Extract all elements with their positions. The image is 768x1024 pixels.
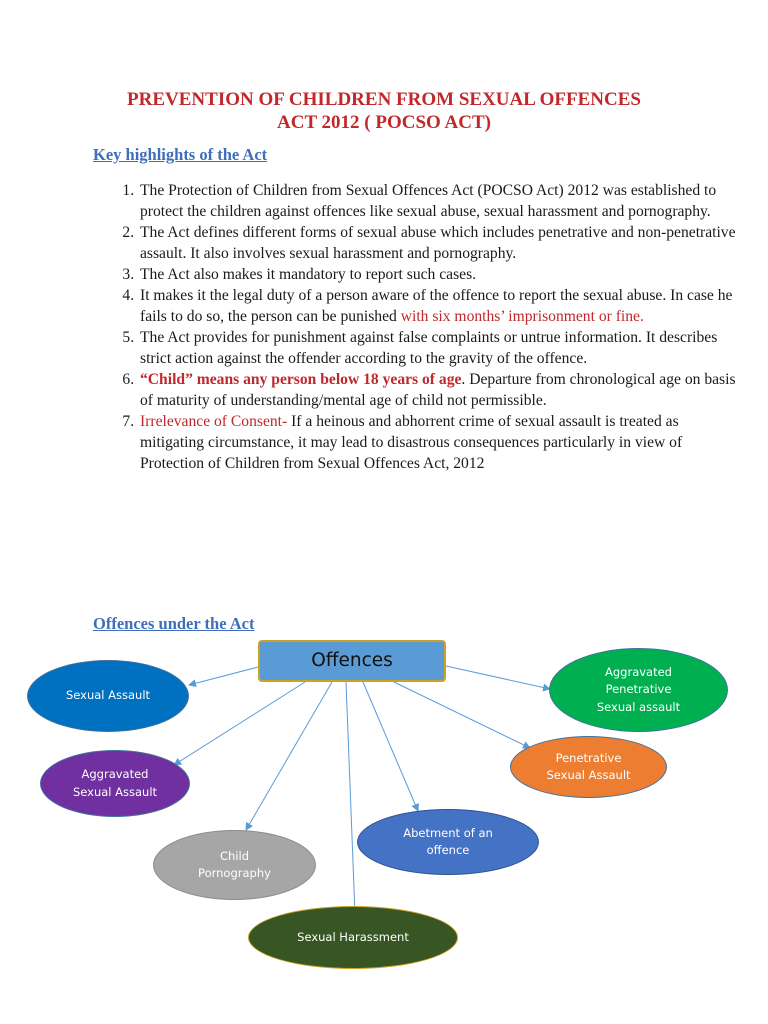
offences-center-label: Offences <box>311 650 393 672</box>
node-child-pornography <box>153 830 316 900</box>
node-label: Sexual Harassment <box>297 929 409 944</box>
highlight-text: If a heinous and abhorrent crime of sexual assault is treated as mitigating circumstance, it may lead to disastrous consequences particularly in view of Protection of Children from Sexual Offences Act, 2012 <box>140 413 683 472</box>
connector-aggravated-sexual-assault <box>174 682 305 765</box>
node-penetrative-sexual-assault <box>510 736 667 798</box>
highlight-text: The Act defines different forms of sexual abuse which includes penetrative and non-penetrative assault. It also involves sexual harassment and pornography. <box>140 224 736 262</box>
node-label-line-1: Abetment of an <box>403 825 493 840</box>
highlight-text: It makes it the legal duty of a person aware of the offence to report the sexual abuse. In case he fails to do so, the person can be punished <box>140 287 733 325</box>
highlight-emphasis: “Child” means any person below 18 years of age <box>140 371 462 388</box>
node-label-line-1: Aggravated <box>605 664 672 679</box>
node-label-line-2: offence <box>426 843 470 857</box>
node-aggravated-penetrative-sexual-assault <box>549 648 728 732</box>
offences-center-box <box>258 640 446 682</box>
node-label-line-2: Penetrative <box>605 682 672 697</box>
node-aggravated-sexual-assault <box>40 750 190 817</box>
node-sexual-harassment <box>248 906 458 969</box>
highlight-text: The Act provides for punishment against false complaints or untrue information. It describes strict action against the offender according to the gravity of the offence. <box>140 329 718 367</box>
title-line-2: ACT 2012 ( POCSO ACT) <box>277 112 491 133</box>
highlight-emphasis: with six months’ imprisonment or fine. <box>400 308 644 325</box>
highlight-emphasis: Irrelevance of Consent- <box>140 413 288 430</box>
highlight-text: . Departure from chronological age on basis of maturity of understanding/mental age of child not permissible. <box>140 371 736 409</box>
connector-abetment <box>363 682 418 811</box>
connector-child-pornography <box>246 682 332 830</box>
highlight-text: The Act also makes it mandatory to report such cases. <box>140 266 477 283</box>
node-label-line-2: Pornography <box>198 866 271 880</box>
node-label-line-1: Aggravated <box>81 767 149 781</box>
offences-heading: Offences under the Act <box>93 614 255 633</box>
title-line-1: PREVENTION OF CHILDREN FROM SEXUAL OFFENCES <box>127 89 641 110</box>
node-label-line-1: Penetrative <box>555 750 622 765</box>
node-label-line-1: Child <box>219 848 249 863</box>
node-label-line-2: Sexual Assault <box>546 768 631 782</box>
connector-sexual-assault <box>189 666 262 685</box>
connector-penetrative <box>394 682 530 748</box>
node-sexual-assault <box>27 660 189 732</box>
node-label-line-3: Sexual assault <box>596 699 681 714</box>
node-label-line-2: Sexual Assault <box>72 784 158 799</box>
node-abetment <box>357 809 539 875</box>
node-label: Sexual Assault <box>65 688 151 703</box>
connector-sexual-harassment <box>346 682 355 914</box>
connector-aggravated-penetrative <box>446 666 550 689</box>
highlight-text: The Protection of Children from Sexual Offences Act (POCSO Act) 2012 was established to protect the children against offences like sexual abuse, sexual harassment and pornography. <box>140 182 717 220</box>
key-highlights-heading: Key highlights of the Act <box>93 145 268 164</box>
